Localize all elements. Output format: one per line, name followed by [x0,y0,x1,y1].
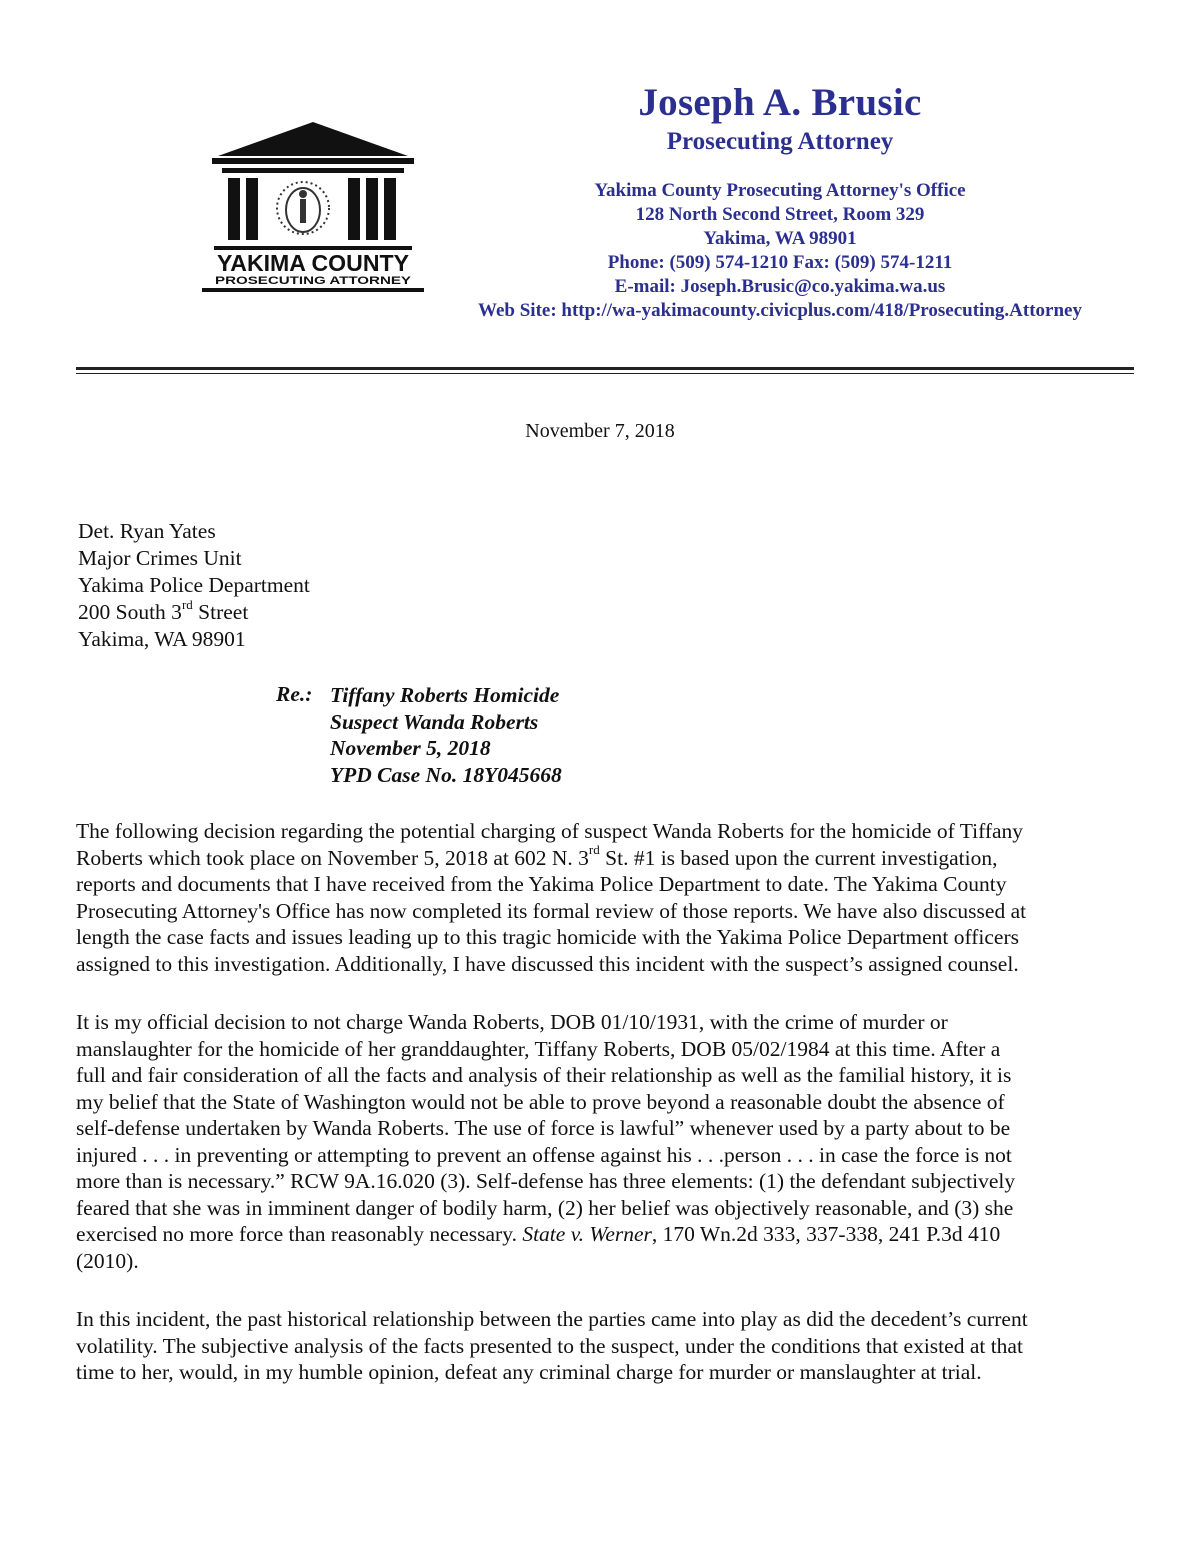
recipient-department: Yakima Police Department [78,573,310,597]
office-email: E-mail: Joseph.Brusic@co.yakima.wa.us [614,276,946,297]
logo-text-sub: PROSECUTING ATTORNEY [215,275,412,287]
paragraph-line: (2010). [76,1248,139,1273]
attorney-name: Joseph A. Brusic [638,81,922,124]
paragraph-line: Prosecuting Attorney's Office has now completed its formal review of those reports. We have also discussed at [76,898,1027,923]
paragraph-decision-basis [76,818,1136,977]
letterhead-rule-thick [76,367,1134,370]
paragraph-line: exercised no more force than reasonably necessary. State v. Werner, 170 Wn.2d 333, 337-338, 241 P.3d 410 [76,1222,1001,1246]
paragraph-line: injured . . . in preventing or attempting to prevent an offense against his . . .person . . . in case the force is not [76,1142,1012,1167]
paragraph-line: volatility. The subjective analysis of the facts presented to the suspect, under the conditions that existed at that [76,1333,1023,1358]
recipient-street: 200 South 3rd Street [78,596,249,624]
paragraph-line: manslaughter for the homicide of her granddaughter, Tiffany Roberts, DOB 05/02/1984 at this time. After a [76,1036,1001,1061]
re-line: November 5, 2018 [330,736,491,760]
re-line: YPD Case No. 18Y045668 [330,762,562,787]
courthouse-seal-icon [212,122,414,250]
letter-date: November 7, 2018 [525,420,675,442]
office-name: Yakima County Prosecuting Attorney's Office [594,180,966,201]
recipient-name: Det. Ryan Yates [78,519,216,543]
paragraph-line: time to her, would, in my humble opinion, defeat any criminal charge for murder or manslaughter at trial. [76,1360,982,1384]
paragraph-line: reports and documents that I have received from the Yakima Police Department to date. The Yakima County [76,872,1007,896]
paragraph-line: assigned to this investigation. Additionally, I have discussed this incident with the suspect’s assigned counsel. [76,951,1019,976]
letterhead-rule-thin [76,373,1134,374]
paragraph-line: feared that she was in imminent danger of bodily harm, (2) her belief was objectively reasonable, and (3) she [76,1195,1014,1220]
paragraph-line: Roberts which took place on November 5, 2018 at 602 N. 3rd St. #1 is based upon the current investigation, [76,842,998,870]
re-subject [330,682,562,788]
recipient-city: Yakima, WA 98901 [78,627,246,651]
paragraph-line: In this incident, the past historical relationship between the parties came into play as did the decedent’s current [76,1307,1028,1331]
attorney-title: Prosecuting Attorney [666,128,894,155]
re-line: Suspect Wanda Roberts [330,709,539,734]
office-website: Web Site: http://wa-yakimacounty.civicplus.com/418/Prosecuting.Attorney [478,300,1082,321]
recipient-address [78,518,310,653]
paragraph-line: full and fair consideration of all the facts and analysis of their relationship as well as the familial history, it is [76,1063,1012,1087]
recipient-unit: Major Crimes Unit [78,546,242,570]
paragraph-analysis [76,1306,1136,1386]
paragraph-line: self-defense undertaken by Wanda Roberts. The use of force is lawful” whenever used by a party about to be [76,1116,1011,1140]
paragraph-line: The following decision regarding the potential charging of suspect Wanda Roberts for the homicide of Tiffany [76,819,1024,843]
case-citation: State v. Werner [522,1222,652,1246]
paragraph-charging-decision [76,1009,1136,1274]
paragraph-line: my belief that the State of Washington would not be able to prove beyond a reasonable doubt the absence of [76,1089,1005,1114]
re-line: Tiffany Roberts Homicide [330,683,560,707]
re-label: Re.: [276,682,313,706]
office-phone-fax: Phone: (509) 574-1210 Fax: (509) 574-1211 [607,252,953,273]
paragraph-line: length the case facts and issues leading up to this tragic homicide with the Yakima Police Department officers [76,925,1019,949]
paragraph-line: more than is necessary.” RCW 9A.16.020 (3). Self-defense has three elements: (1) the defendant subjectively [76,1169,1016,1193]
paragraph-line: It is my official decision to not charge Wanda Roberts, DOB 01/10/1931, with the crime of murder or [76,1010,948,1034]
office-city: Yakima, WA 98901 [703,228,857,249]
county-logo [198,120,428,298]
logo-text-main: YAKIMA COUNTY [217,250,409,276]
office-street: 128 North Second Street, Room 329 [635,204,925,225]
